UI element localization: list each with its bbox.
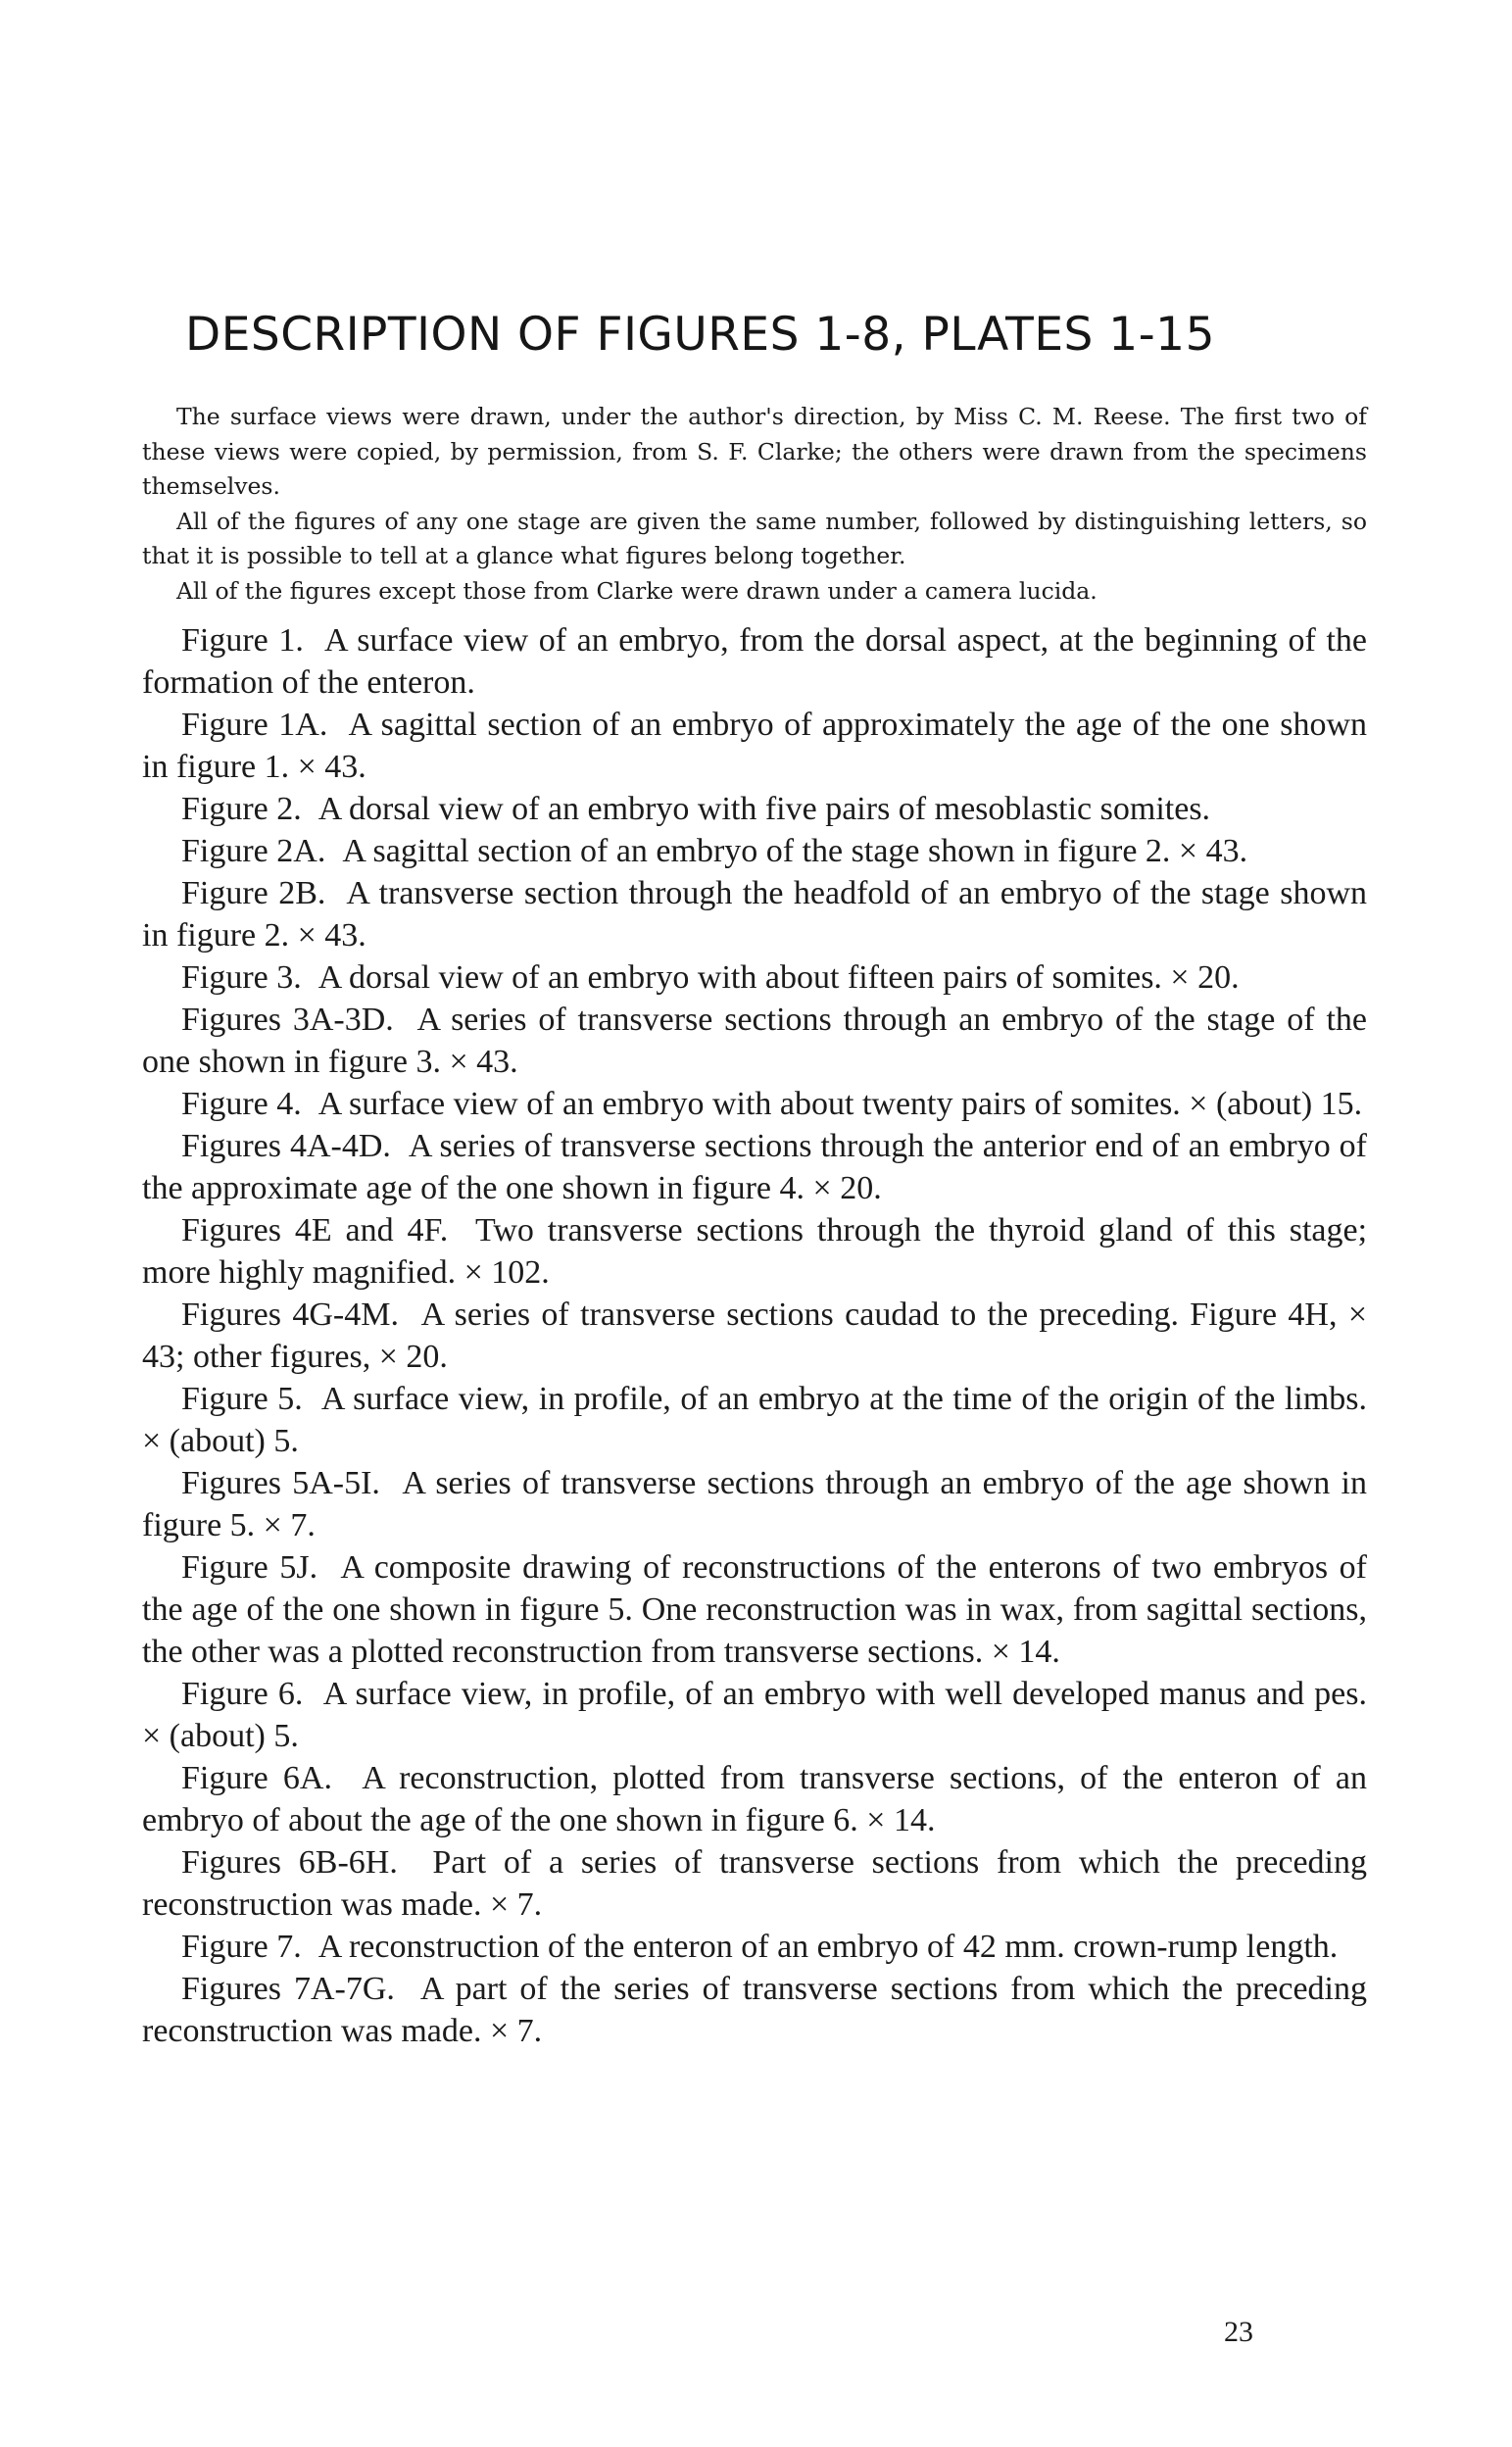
intro-paragraph: The surface views were drawn, under the author's direction, by Miss C. M. Reese. The first two of these views were copied, by permission, from S. F. Clarke; the others were drawn from the specimens themselves. xyxy=(142,403,1367,500)
figure-text: A part of the series of transverse sections from which the preceding reconstruction was made. × 7. xyxy=(142,1971,1368,2049)
figure-label: Figure 2B. xyxy=(181,875,326,911)
figure-text: A series of transverse sections through an embryo of the stage of the one shown in figure 3. × 43. xyxy=(142,1002,1367,1080)
document-page xyxy=(142,0,1367,2447)
figure-text: A sagittal section of an embryo of approximately the age of the one shown in figure 1. × 43. xyxy=(142,707,1367,785)
figure-text: A composite drawing of reconstructions of the enterons of two embryos of the age of the one shown in figure 5. One reconstruction was in wax, from sagittal sections, the other was a plotted reconstruction from transverse sections. × 14. xyxy=(142,1549,1368,1670)
figure-text: A series of transverse sections caudad to the preceding. Figure 4H, × 43; other figures, × 20. xyxy=(142,1297,1367,1375)
figure-label: Figure 3. xyxy=(181,959,302,996)
figure-entry xyxy=(142,1125,1367,1209)
figure-text: Part of a series of transverse sections from which the preceding reconstruction was made. × 7. xyxy=(142,1844,1368,1923)
figure-entry xyxy=(142,1083,1367,1125)
figure-entry xyxy=(142,1673,1367,1757)
figure-label: Figures 5A-5I. xyxy=(181,1465,380,1501)
figure-text: A series of transverse sections through an embryo of the age shown in figure 5. × 7. xyxy=(142,1465,1367,1543)
figure-label: Figures 7A-7G. xyxy=(181,1971,395,2007)
figure-entry xyxy=(142,1378,1367,1462)
figure-text: A surface view, in profile, of an embryo with well developed manus and pes. × (about) 5. xyxy=(142,1676,1367,1754)
figure-text: A reconstruction, plotted from transverse sections, of the enteron of an embryo of about the age of the one shown in figure 6. × 14. xyxy=(142,1760,1367,1838)
figure-text: Two transverse sections through the thyroid gland of this stage; more highly magnified. × 102. xyxy=(142,1212,1368,1291)
figure-label: Figure 1A. xyxy=(181,707,328,743)
figure-entry xyxy=(142,1209,1367,1294)
figure-label: Figure 4. xyxy=(181,1086,302,1122)
figure-entry xyxy=(142,1294,1367,1378)
figure-label: Figure 6A. xyxy=(181,1760,332,1796)
figure-text: A sagittal section of an embryo of the stage shown in figure 2. × 43. xyxy=(342,833,1248,869)
figure-label: Figure 5J. xyxy=(181,1549,318,1586)
figure-entry xyxy=(142,619,1367,704)
figure-entry xyxy=(142,704,1367,788)
figure-text: A reconstruction of the enteron of an embryo of 42 mm. crown-rump length. xyxy=(317,1929,1339,1965)
figure-entry xyxy=(142,1841,1367,1926)
figure-label: Figures 3A-3D. xyxy=(181,1002,394,1038)
figure-text: A series of transverse sections through the anterior end of an embryo of the approximate age of the one shown in figure 4. × 20. xyxy=(142,1128,1367,1206)
figure-text: A transverse section through the headfold of an embryo of the stage shown in figure 2. × 43. xyxy=(142,875,1368,954)
figure-text: A dorsal view of an embryo with five pairs of mesoblastic somites. xyxy=(317,791,1211,827)
figure-label: Figures 4E and 4F. xyxy=(181,1212,449,1248)
figure-entry xyxy=(142,872,1367,956)
figure-entry xyxy=(142,1462,1367,1546)
figure-entry xyxy=(142,1546,1367,1673)
figure-label: Figures 6B-6H. xyxy=(181,1844,398,1881)
figure-entry xyxy=(142,1757,1367,1841)
figure-entry xyxy=(142,788,1367,830)
page-title: DESCRIPTION OF FIGURES 1-8, PLATES 1-15 xyxy=(185,308,1215,362)
figure-label: Figures 4A-4D. xyxy=(181,1128,391,1164)
figure-label: Figure 1. xyxy=(181,622,304,659)
intro-paragraph: All of the figures of any one stage are given the same number, followed by distinguishing letters, so that it is possible to tell at a glance what figures belong together. xyxy=(142,507,1367,569)
page-number: 23 xyxy=(1224,2316,1253,2348)
intro-notes xyxy=(142,400,1367,609)
figure-text: A surface view of an embryo with about twenty pairs of somites. × (about) 15. xyxy=(317,1086,1363,1122)
figure-entry xyxy=(142,830,1367,872)
figure-label: Figure 5. xyxy=(181,1381,303,1417)
figure-label: Figure 6. xyxy=(181,1676,304,1712)
figure-entry xyxy=(142,956,1367,999)
figure-text: A dorsal view of an embryo with about fifteen pairs of somites. × 20. xyxy=(317,959,1240,996)
figure-text: A surface view of an embryo, from the dorsal aspect, at the beginning of the formation of the enteron. xyxy=(142,622,1367,701)
figure-entry xyxy=(142,1968,1367,2052)
figure-label: Figure 2. xyxy=(181,791,302,827)
figure-label: Figure 2A. xyxy=(181,833,326,869)
figure-entry xyxy=(142,1926,1367,1968)
figure-entry xyxy=(142,999,1367,1083)
figure-label: Figures 4G-4M. xyxy=(181,1297,399,1333)
figure-descriptions xyxy=(142,619,1367,2052)
intro-paragraph: All of the figures except those from Clarke were drawn under a camera lucida. xyxy=(176,576,1097,605)
figure-text: A surface view, in profile, of an embryo at the time of the origin of the limbs. × (about) 5. xyxy=(142,1381,1367,1459)
figure-label: Figure 7. xyxy=(181,1929,302,1965)
